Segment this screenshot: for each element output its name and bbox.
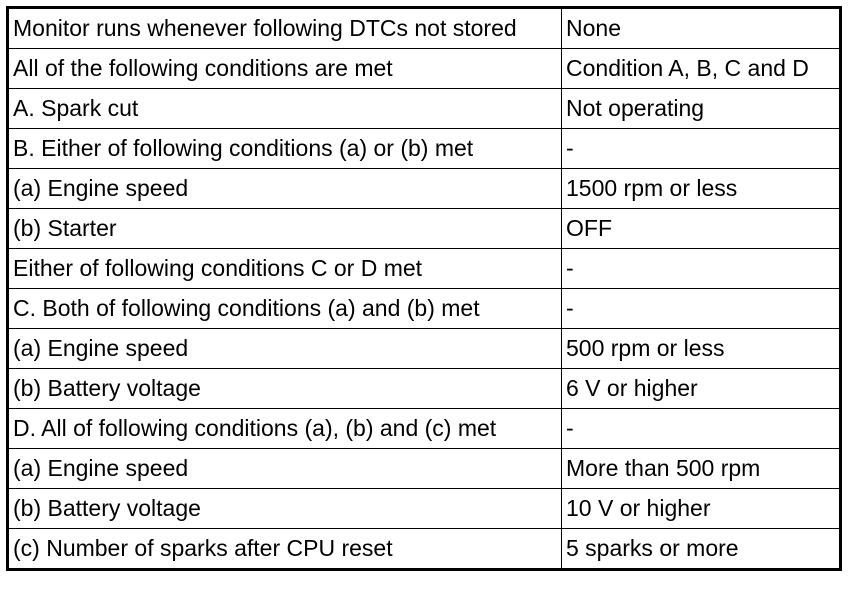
condition-cell: D. All of following conditions (a), (b) and (c) met [8,409,562,449]
value-cell: 5 sparks or more [562,529,841,570]
condition-cell: (b) Battery voltage [8,369,562,409]
table-row [8,249,841,289]
monitor-conditions-table [6,6,842,571]
value-cell: 10 V or higher [562,489,841,529]
table-row [8,49,841,89]
condition-cell: A. Spark cut [8,89,562,129]
value-cell: Not operating [562,89,841,129]
table-row [8,449,841,489]
value-cell: Condition A, B, C and D [562,49,841,89]
value-cell: OFF [562,209,841,249]
table-row [8,129,841,169]
value-cell: 1500 rpm or less [562,169,841,209]
condition-cell: All of the following conditions are met [8,49,562,89]
condition-cell: Monitor runs whenever following DTCs not stored [8,8,562,49]
table-row [8,289,841,329]
condition-cell: (b) Battery voltage [8,489,562,529]
value-cell: 500 rpm or less [562,329,841,369]
value-cell: - [562,249,841,289]
condition-cell: (b) Starter [8,209,562,249]
table-row [8,529,841,570]
table-row [8,369,841,409]
value-cell: More than 500 rpm [562,449,841,489]
value-cell: - [562,409,841,449]
condition-cell: C. Both of following conditions (a) and (b) met [8,289,562,329]
table-row [8,409,841,449]
value-cell: - [562,289,841,329]
table-row [8,169,841,209]
conditions-table-container [6,6,842,571]
table-row [8,89,841,129]
condition-cell: B. Either of following conditions (a) or (b) met [8,129,562,169]
condition-cell: Either of following conditions C or D met [8,249,562,289]
value-cell: - [562,129,841,169]
condition-cell: (a) Engine speed [8,329,562,369]
condition-cell: (a) Engine speed [8,449,562,489]
value-cell: None [562,8,841,49]
value-cell: 6 V or higher [562,369,841,409]
condition-cell: (a) Engine speed [8,169,562,209]
table-row [8,8,841,49]
table-row [8,329,841,369]
table-row [8,209,841,249]
condition-cell: (c) Number of sparks after CPU reset [8,529,562,570]
table-row [8,489,841,529]
